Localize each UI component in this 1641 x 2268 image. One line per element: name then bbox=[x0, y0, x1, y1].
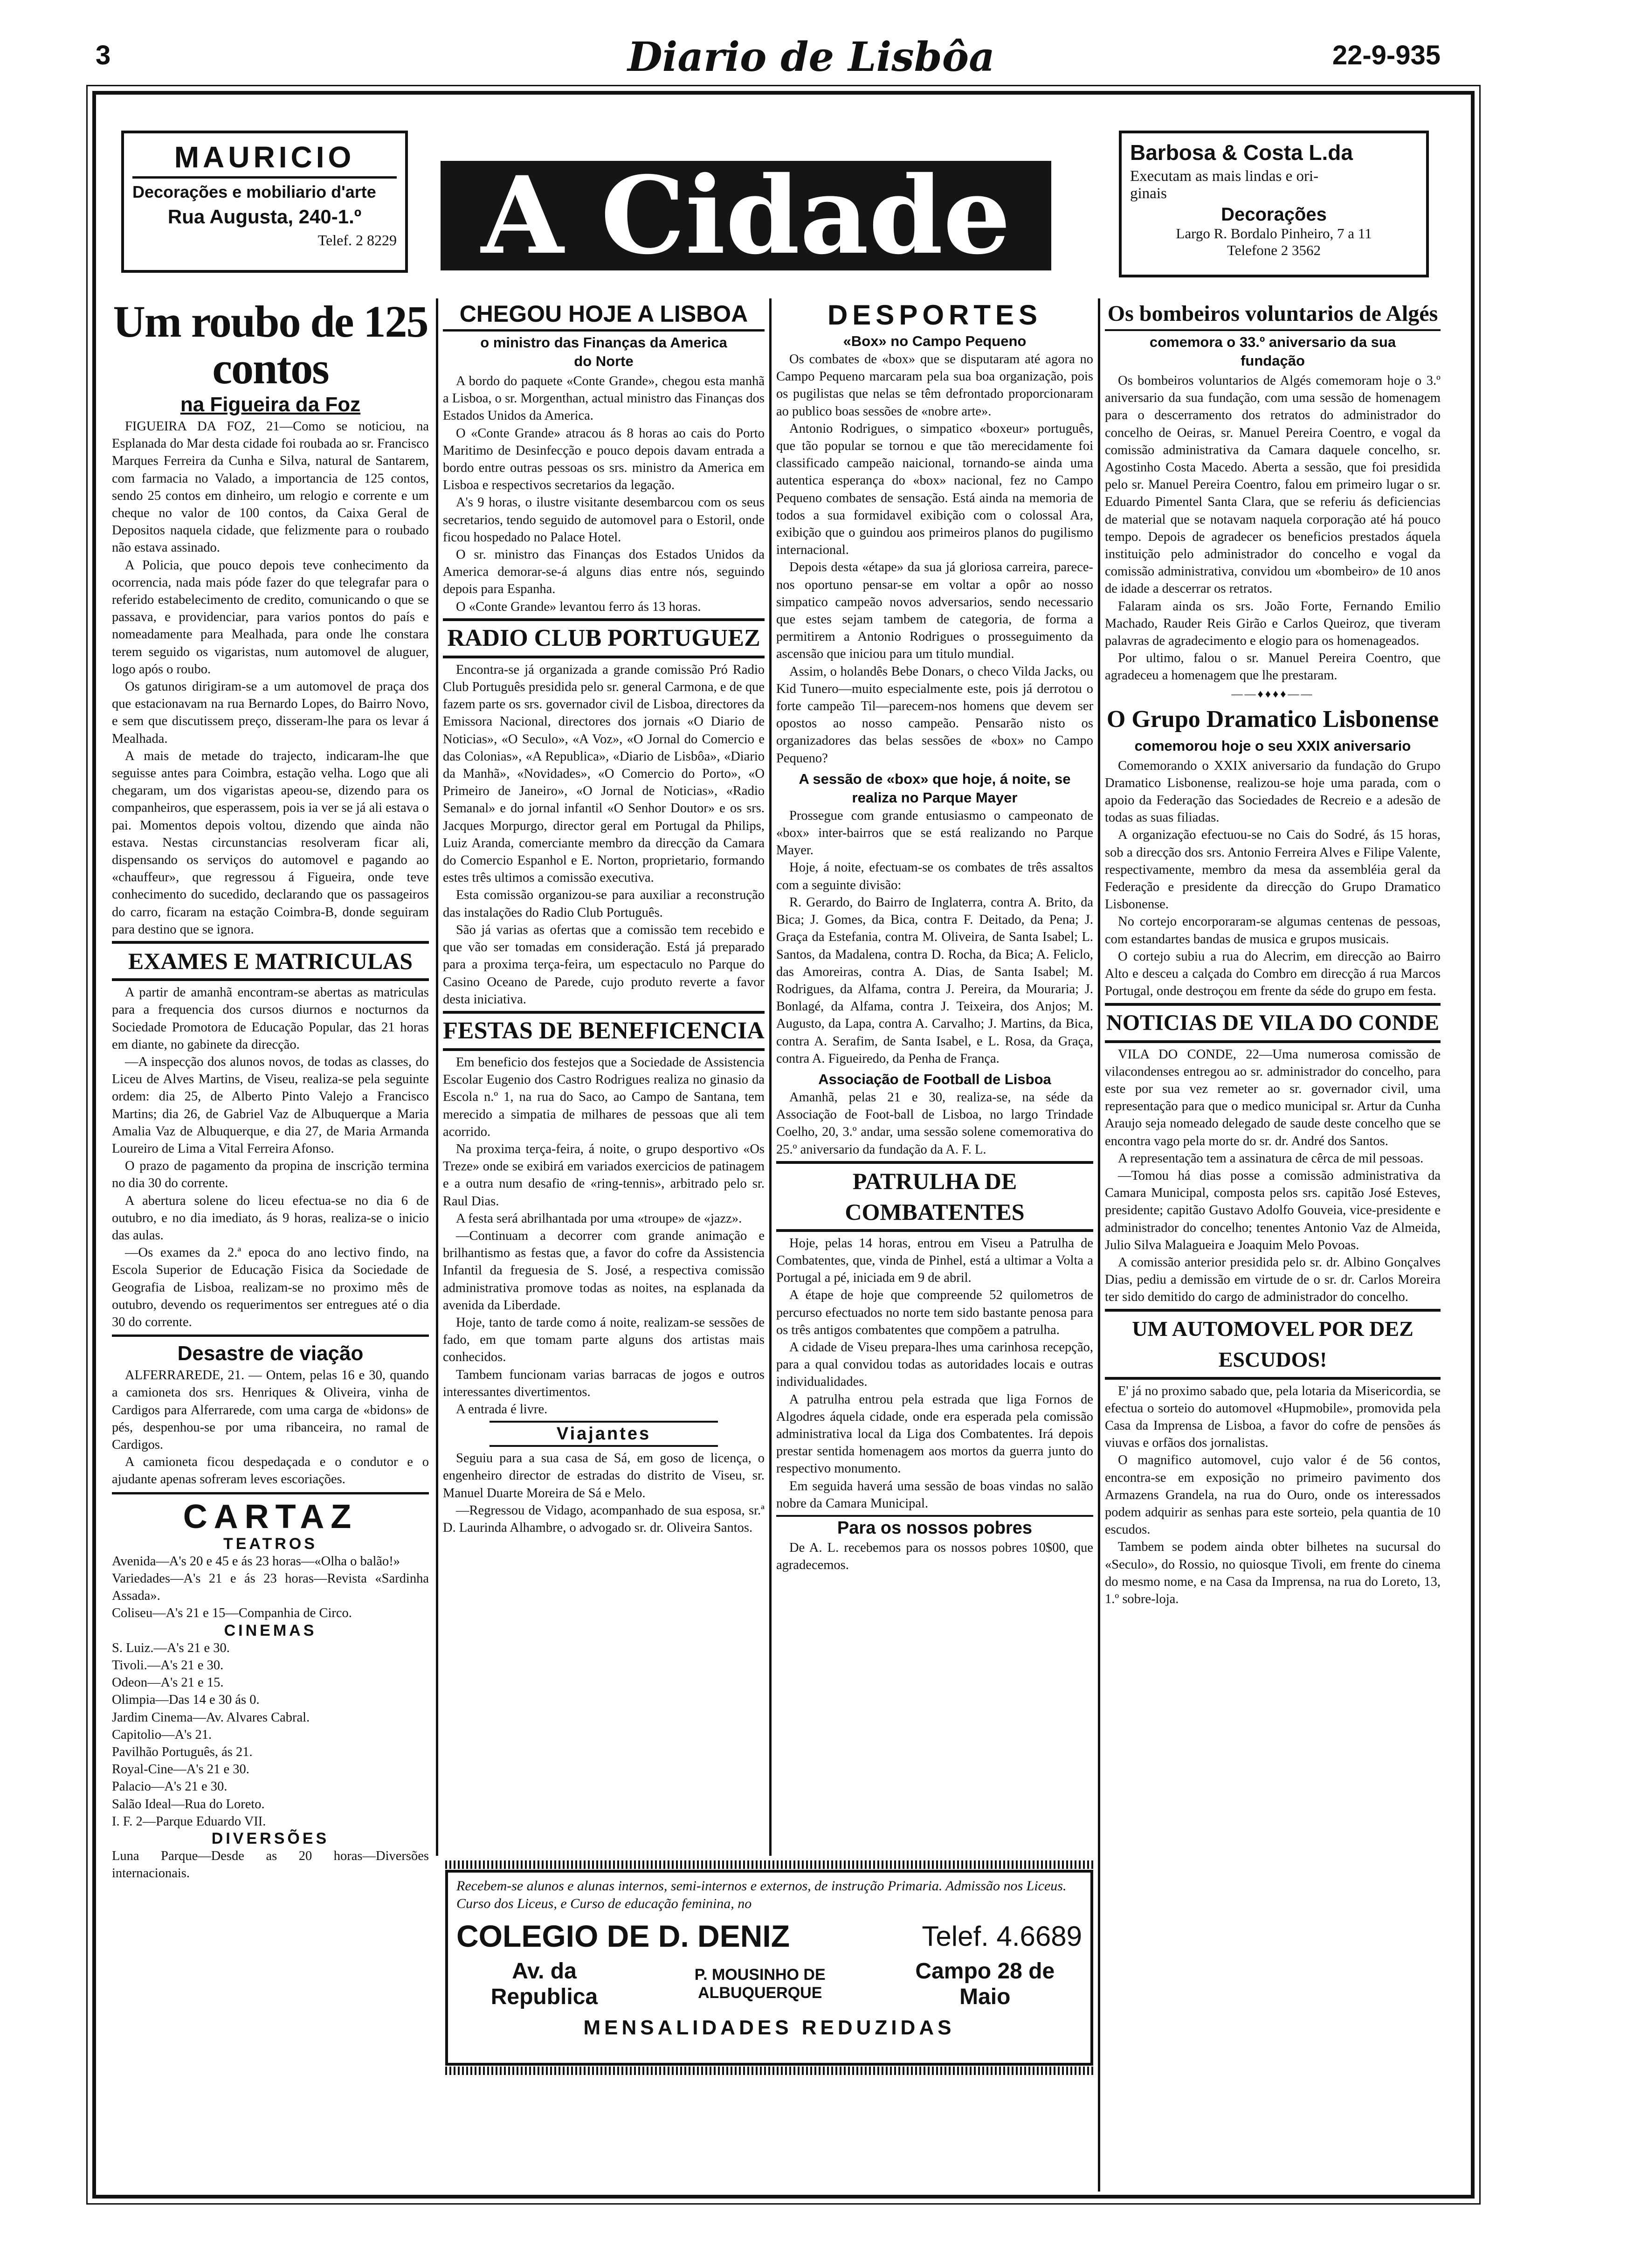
column-rule bbox=[1098, 298, 1100, 2192]
paragraph: Hoje, á noite, efectuam-se os combates de três assaltos com a seguinte divisão: bbox=[776, 860, 1093, 892]
ad-colegio-address-3: Campo 28 de Maio bbox=[915, 1959, 1055, 2009]
paragraph: A organização efectuou-se no Cais do Sodré, ás 15 horas, sob a direcção dos srs. Antonio Ferreira Alves e Filipe Valente, respectivamente, membro da mesa da assembléia geral da Federação e presidente da direcção do Grupo Dramatico Lisbonense. bbox=[1105, 828, 1441, 912]
column-rule bbox=[769, 298, 772, 1856]
ad-barbosa-line2: ginais bbox=[1130, 185, 1167, 202]
paragraph: Tambem se podem ainda obter bilhetes na sucursal do «Seculo», do Rossio, no quiosque Tivoli, em frente do cinema do mesmo nome, e na Casa da Imprensa, na rua do Loreto, 13, 1.º sobre-loja. bbox=[1105, 1540, 1441, 1606]
ad-barbosa-line3: Decorações bbox=[1221, 204, 1327, 225]
paragraph: FIGUEIRA DA FOZ, 21—Como se noticiou, na Esplanada do Mar desta cidade foi roubada ao sr. Francisco Marques Ferreira da Cunha e Silva, natural de Santarem, com farmacia no Valado, a importancia de 125 contos, sendo 25 contos em dinheiro, um relogio e corrente e um cheque no valor de 100 contos, da Caixa Geral de Depositos naquela cidade, que felizmente para o roubado não estava assinado. bbox=[112, 419, 429, 555]
paragraph: O prazo de pagamento da propina de inscrição termina no dia 30 do corrente. bbox=[112, 1159, 429, 1191]
subheadline: Associação de Football de Lisboa bbox=[818, 1071, 1051, 1087]
ad-colegio-phone: Telef. 4.6689 bbox=[922, 1920, 1082, 1952]
paragraph: A entrada é livre. bbox=[456, 1402, 548, 1417]
paragraph: Os bombeiros voluntarios de Algés comemoram hoje o 3.º aniversario da sua fundação, com uma sessão de homenagem para o descerramento dos retratos do administrador do concelho de Oeiras, sr. Manuel Pereira Coentro, e vogal da comissão administrativa da Camara daquele concelho, sr. Agostinho Costa Macedo. Aberta a sessão, que foi presidida pelo sr. Manuel Pereira Coentro, falou em primeiro lugar o sr. Eduardo Pimentel Santa Clara, que se referiu ás deficiencias de material que se notavam naquela corporação até há pouco tempo. Depois de agradecer os beneficios prestados áquela instituição pelo administrador do concelho e vogal da comissão administrativa, convidou um «bombeiro» de 10 anos de idade a descerrar os retratos. bbox=[1105, 373, 1441, 596]
paragraph: Assim, o holandês Bebe Donars, o checo Vilda Jacks, ou Kid Tunero—muito especialmente este, pois já derrotou o forte campeão Til—parecem-nos homens que devem ser opostos ao nosso campeão. Pensarão nisto os organizadores das belas sessões de «box» no Campo Pequeno? bbox=[776, 664, 1093, 766]
paragraph: A partir de amanhã encontram-se abertas as matriculas para a frequencia dos cursos diurnos e nocturnos da Sociedade Promotora de Educação Popular, das 21 horas em diante, no gabinete da direcção. bbox=[112, 985, 429, 1052]
list-item: Jardim Cinema—Av. Alvares Cabral. bbox=[112, 1710, 310, 1725]
list-item: Capitolio—A's 21. bbox=[112, 1727, 212, 1742]
paragraph: ALFERRAREDE, 21. — Ontem, pelas 16 e 30, quando a camioneta dos srs. Henriques & Oliveira, vinha de Cardigos para Alferrarede, com uma carga de «bidons» de pés, despenhou-se por uma ribanceira, no ramal de Cardigos. bbox=[112, 1368, 429, 1452]
paragraph: Antonio Rodrigues, o simpatico «boxeur» português, que tão popular se tornou e que tão merecidamente foi classificado campeão naicional, tornando-se ainda uma autentica esperança do «box» nacional, fez no Campo Pequeno combates de sensação. Está ainda na memoria de todos a sua formidavel exibição com o colossal Ara, exibição que o guindou aos primeiros planos do pugilismo internacional. bbox=[776, 421, 1093, 558]
list-item: Avenida—A's 20 e 45 e ás 23 horas—«Olha o balão!» bbox=[112, 1554, 400, 1569]
paragraph: Esta comissão organizou-se para auxiliar a reconstrução das instalações do Radio Club Português. bbox=[443, 888, 765, 920]
subheadline: o ministro das Finanças da America do Norte bbox=[480, 334, 727, 369]
ad-barbosa-phone: Telefone 2 3562 bbox=[1227, 242, 1321, 258]
paragraph: —A inspecção dos alunos novos, de todas as classes, do Liceu de Alves Martins, de Viseu, realiza-se pela seguinte ordem: dia 25, de Alberto Pinto Valejo a Francisco Martins; dia 26, de Gabriel Vaz de Albuquerque a Maria Amalia Vaz de Albuquerque, e dia 27, de Maria Armanda Loureiro de Lima a Vital Ferreira Afonso. bbox=[112, 1054, 429, 1156]
list-item: Royal-Cine—A's 21 e 30. bbox=[112, 1762, 249, 1777]
ad-colegio-address-2: P. MOUSINHO DE ALBUQUERQUE bbox=[694, 1966, 826, 2002]
headline: PATRULHA DE COMBATENTES bbox=[776, 1161, 1093, 1232]
headline: Os bombeiros voluntarios de Algés bbox=[1105, 298, 1441, 331]
headline: CARTAZ bbox=[183, 1498, 358, 1535]
list-item: Odeon—A's 21 e 15. bbox=[112, 1675, 224, 1690]
divider bbox=[112, 1335, 429, 1337]
paragraph: O magnifico automovel, cujo valor é de 56 contos, encontra-se em exposição no primeiro pavimento dos Armazens Grandela, na rua do Ouro, onde os interessados podem adquirir as senhas para este sorteio, pela quantia de 10 escudos. bbox=[1105, 1453, 1441, 1537]
paragraph: Hoje, tanto de tarde como á noite, realizam-se sessões de fado, em que tomam parte alguns dos artistas mais conhecidos. bbox=[443, 1315, 765, 1365]
paragraph: Amanhã, pelas 21 e 30, realiza-se, na séde da Associação de Foot-ball de Lisboa, no largo Trindade Coelho, 20, 3.º andar, uma sessão solene comemorativa do 25.º aniversario da fundação da A. F. L. bbox=[776, 1090, 1093, 1157]
paragraph: —Os exames da 2.ª epoca do ano lectivo findo, na Escola Superior de Educação Fisica da Sociedade de Geografia de Lisboa, realizam-se no proximo mês de outubro, devendo os requerimentos ser entregues até o dia 30 do corrente. bbox=[112, 1245, 429, 1329]
paragraph: A bordo do paquete «Conte Grande», chegou esta manhã a Lisboa, o sr. Morgenthan, actual ministro das Finanças dos Estados Unidos da America. bbox=[443, 374, 765, 423]
subheadline: na Figueira da Foz bbox=[180, 393, 361, 416]
ad-colegio bbox=[445, 1870, 1093, 2066]
list-item: Tivoli.—A's 21 e 30. bbox=[112, 1658, 224, 1673]
headline: O Grupo Dramatico Lisbonense bbox=[1106, 705, 1439, 733]
paragraph: A representação tem a assinatura de cêrca de mil pessoas. bbox=[1118, 1151, 1424, 1166]
paragraph: Falaram ainda os srs. João Forte, Fernando Emilio Machado, Rauder Reis Girão e Carlos Queiroz, que tiveram palavras de agradecimento e elogio para os homenageados. bbox=[1105, 599, 1441, 649]
headline: RADIO CLUB PORTUGUEZ bbox=[443, 618, 765, 658]
divider bbox=[112, 1492, 429, 1494]
list-item: S. Luiz.—A's 21 e 30. bbox=[112, 1640, 230, 1655]
paragraph: O cortejo subiu a rua do Alecrim, em direcção ao Bairro Alto e desceu a calçada do Combro em direcção á rua Marcos Portugal, onde destroçou em frente da séde do grupo em festa. bbox=[1105, 949, 1441, 999]
ad-barbosa-line1: Executam as mais lindas e ori- bbox=[1130, 168, 1319, 185]
headline: Desastre de viação bbox=[177, 1342, 364, 1365]
ad-barbosa-address: Largo R. Bordalo Pinheiro, 7 a 11 bbox=[1176, 225, 1372, 242]
ad-mauricio bbox=[121, 131, 408, 273]
paragraph: —Continuam a decorrer com grande animação e brilhantismo as festas que, a favor do cofre da Assistencia Infantil da freguesia de S. José, a respectiva comissão administrativa promove todas as noites, na esplanada da avenida da Liberdade. bbox=[443, 1228, 765, 1313]
ad-colegio-name: COLEGIO DE D. DENIZ bbox=[456, 1919, 790, 1953]
paragraph: A festa será abrilhantada por uma «troupe» de «jazz». bbox=[456, 1211, 742, 1226]
paragraph: Na proxima terça-feira, á noite, o grupo desportivo «Os Treze» onde se exibirá em variados exercicios de patinagem e a outra num desafio de «ring-tennis», arbitrado pelo sr. Raul Dias. bbox=[443, 1141, 765, 1209]
list-item: I. F. 2—Parque Eduardo VII. bbox=[112, 1814, 266, 1829]
ornament-divider: ——♦♦♦♦—— bbox=[1231, 688, 1314, 700]
paragraph: De A. L. recebemos para os nossos pobres 10$00, que agradecemos. bbox=[776, 1540, 1093, 1573]
ad-colegio-intro: Recebem-se alunos e alunas internos, semi-internos e externos, de instrução Primaria. Admissão nos Liceus. Curso dos Liceus, e Curso de educação feminina, no bbox=[456, 1878, 1067, 1911]
paragraph: Os combates de «box» que se disputaram até agora no Campo Pequeno marcaram pela sua boa organização, pois os pugilistas que nelas se têm defrontado proporcionaram ao publico boas sessões de «nobre arte». bbox=[776, 352, 1093, 419]
paragraph: A comissão anterior presidida pelo sr. dr. Albino Gonçalves Dias, pediu a demissão em virtude de o sr. dr. Carlos Moreira ter sido demitido do cargo de administrador do concelho. bbox=[1105, 1255, 1441, 1305]
column-rule bbox=[436, 298, 438, 1856]
paragraph: Encontra-se já organizada a grande comissão Pró Radio Club Português presidida pelo sr. general Carmona, e de que fazem parte os srs. governador civil de Lisboa, directores da Emissora Nacional, directores dos jornais «O Diario de Noticias», «O Seculo», «A Voz», «O Jornal do Comercio e das Colonias», «A Republica», «Diario de Lisbôa», «Diario da Manhã», «Novidades», «O Comercio do Porto», «O Primeiro de Janeiro», «O Jornal de Noticias», «Radio Semanal» e do jornal infantil «O Senhor Doutor» e os srs. Jacques Morpurgo, director geral em Portugal da Philips, Luiz Aranda, comerciante membro da direcção da Camara do Comercio Espanhol e E. Norton, proprietario, formando estes três ultimos a comissão executiva. bbox=[443, 662, 765, 885]
ad-mauricio-name: MAURICIO bbox=[132, 140, 397, 179]
headline: FESTAS DE BENEFICENCIA bbox=[443, 1011, 765, 1051]
paragraph: O «Conte Grande» atracou ás 8 horas ao cais do Porto Maritimo de Desinfecção e pouco depois davam entrada a bordo entre outras pessoas os srs. ministro da America em Lisboa e respectivos secretarios da legação. bbox=[443, 426, 765, 493]
headline: NOTICIAS DE VILA DO CONDE bbox=[1105, 1003, 1441, 1043]
column-1 bbox=[112, 298, 429, 2117]
paragraph: Prossegue com grande entusiasmo o campeonato de «box» inter-bairros que se está realizando no Parque Mayer. bbox=[776, 808, 1093, 858]
paragraph: Depois desta «étape» da sua já gloriosa carreira, parece-nos oportuno pensar-se em voltar a opôr ao nosso simpatico campeão novos adversarios, sendo necessario que estes sejam tambem de categoria, de forma a permitirem a Antonio Rodrigues o prosseguimento da ascensão que iniciou para um titulo mundial. bbox=[776, 560, 1093, 662]
paragraph: São já varias as ofertas que a comissão tem recebido e que vão ser tomadas em consideração. Está já preparado para a proxima terça-feira, um espectaculo no Parque do Casino Oceano de Parede, cujo produto reverte a favor desta iniciativa. bbox=[443, 922, 765, 1007]
headline: Viajantes bbox=[490, 1421, 718, 1447]
subheadline: «Box» no Campo Pequeno bbox=[843, 333, 1027, 349]
ad-colegio-address-1: Av. da Republica bbox=[490, 1959, 598, 2009]
ad-border-pattern bbox=[445, 2067, 1093, 2075]
paragraph: A camioneta ficou despedaçada e o condutor e o ajudante apenas sofreram leves escoriações. bbox=[112, 1455, 429, 1487]
headline: Um roubo de 125 contos bbox=[113, 298, 428, 393]
paragraph: A mais de metade do trajecto, indicaram-lhe que seguisse antes para Coimbra, estação velha. Logo que ali chegaram, um dos vigaristas apeou-se, dizendo para os companheiros, que esperassem, pois ia ver se já ali estava o pai. Momentos depois voltou, dizendo que ainda não estava. Nestas circunstancias resolveram ficar ali, dispensando os serviços do automovel e pagando ao «chauffeur», que regressou á Figueira, onde teve conhecimento do sucedido, declarando que os passageiros do carro, ficaram na estação Coimbra-B, donde seguiram para destino que se ignora. bbox=[112, 748, 429, 937]
paragraph: O sr. ministro das Finanças dos Estados Unidos da America demorar-se-á alguns dias entre nós, seguindo depois para Espanha. bbox=[443, 547, 765, 597]
ad-border-pattern bbox=[445, 1860, 1093, 1869]
list-item: Luna Parque—Desde as 20 horas—Diversões internacionais. bbox=[112, 1849, 429, 1881]
paragraph: A Policia, que pouco depois teve conhecimento da ocorrencia, nada mais póde fazer do que telegrafar para o referido estabelecimento de credito, comunicando o que se passava, e providenciar, para varios pontos do país e nomeadamente para Mealhada, para onde lhe constara terem seguido os vigaristas, num automovel de aluguer, logo após o roubo. bbox=[112, 558, 429, 677]
paragraph: R. Gerardo, do Bairro de Inglaterra, contra A. Brito, da Bica; J. Gomes, da Bica, contra F. Deitado, da Pena; J. Graça da Estefania, contra M. Oliveira, de Santa Isabel; L. Santos, da Madalena, contra D. Rocha, da Bica; A. Feliclo, das Amoreiras, contra A. Dias, de Santa Isabel; M. Rodrigues, da Alfama, contra J. Pereira, da Mouraria; J. Bonlagé, da Alfama, contra J. Teixeira, dos Anjos; M. Augusto, da Lapa, contra A. Carvalho; J. Martins, da Bica, contra A. Serafim, de Santa Isabel, e L. Rosa, da Graça, contra A. Figueiredo, da Penha de França. bbox=[776, 895, 1093, 1066]
paragraph: Por ultimo, falou o sr. Manuel Pereira Coentro, que agradeceu a homenagem que lhe prestaram. bbox=[1105, 651, 1441, 683]
subheadline: CINEMAS bbox=[224, 1621, 317, 1639]
headline: Para os nossos pobres bbox=[776, 1515, 1093, 1539]
paragraph: Em seguida haverá uma sessão de boas vindas no salão nobre da Camara Municipal. bbox=[776, 1479, 1093, 1511]
paragraph: Seguiu para a sua casa de Sá, em goso de licença, o engenheiro director de estradas do distrito de Viseu, sr. Manuel Duarte Moreira de Sá e Melo. bbox=[443, 1451, 765, 1500]
list-item: Palacio—A's 21 e 30. bbox=[112, 1779, 228, 1794]
paragraph: VILA DO CONDE, 22—Uma numerosa comissão de vilacondenses entregou ao sr. administrador do concelho, para este por sua vez remeter ao sr. governador civil, uma representação para que o medico municipal sr. Artur da Cunha Araujo seja nomeado delegado de saude deste concelho que se encontra vago pela morte do sr. dr. André dos Santos. bbox=[1105, 1047, 1441, 1148]
ad-mauricio-phone: Telef. 2 8229 bbox=[317, 232, 397, 249]
paragraph: A cidade de Viseu prepara-lhes uma carinhosa recepção, para a qual convidou todas as autoridades locais e outras individualidades. bbox=[776, 1340, 1093, 1390]
ad-barbosa-name: Barbosa & Costa L.da bbox=[1130, 140, 1353, 165]
list-item: Salão Ideal—Rua do Loreto. bbox=[112, 1797, 265, 1812]
paragraph: E' já no proximo sabado que, pela lotaria da Misericordia, se efectua o sorteio do automovel «Hupmobile», promovida pela Casa da Imprensa de Lisboa, a favor do cofre de pensões ás viuvas e orfãos dos jornalistas. bbox=[1105, 1383, 1441, 1451]
section-title: A Cidade bbox=[441, 161, 1051, 270]
list-item: Coliseu—A's 21 e 15—Companhia de Circo. bbox=[112, 1606, 352, 1621]
subheadline: DIVERSÕES bbox=[211, 1830, 330, 1848]
paragraph: Os gatunos dirigiram-se a um automovel de praça dos que estacionavam na rua Bernardo Lopes, do Bairro Novo, e sem que discutissem preço, disseram-lhe para os levar á Mealhada. bbox=[112, 679, 429, 746]
list-item: Olimpia—Das 14 e 30 ás 0. bbox=[112, 1693, 260, 1708]
headline: DESPORTES bbox=[827, 299, 1042, 331]
paragraph: Tambem funcionam varias barracas de jogos e outros interessantes divertimentos. bbox=[443, 1367, 765, 1399]
column-2 bbox=[443, 298, 765, 1856]
headline: CHEGOU HOJE A LISBOA bbox=[443, 298, 765, 332]
headline: UM AUTOMOVEL POR DEZ ESCUDOS! bbox=[1105, 1309, 1441, 1380]
paragraph: A étape de hoje que compreende 52 quilometros de percurso efectuados no norte tem sido bastante penosa para os três antigos combatentes que compõem a patrulha. bbox=[776, 1288, 1093, 1337]
subheadline: A sessão de «box» que hoje, á noite, se realiza no Parque Mayer bbox=[799, 770, 1071, 806]
ad-mauricio-address: Rua Augusta, 240-1.º bbox=[167, 206, 362, 228]
paragraph: A patrulha entrou pela estrada que liga Fornos de Algodres áquela cidade, onde era esperada pela comissão administrativa local da Liga dos Combatentes. Irá depois prestar sentida homenagem aos mortos da guerra junto do respectivo monumento. bbox=[776, 1392, 1093, 1476]
ad-barbosa bbox=[1119, 131, 1429, 277]
column-3 bbox=[776, 298, 1093, 1856]
headline: EXAMES E MATRICULAS bbox=[112, 941, 429, 981]
ad-colegio-fees: MENSALIDADES REDUZIDAS bbox=[583, 2016, 955, 2039]
column-4 bbox=[1105, 298, 1441, 2201]
paragraph: —Tomou há dias posse a comissão administrativa da Camara Municipal, composta pelos srs. capitão José Esteves, presidente; capitão Gustavo Adolfo Gouveia, vice-presidente e administrador do concelho; tenentes Antonio Vaz de Almeida, Julio Silva Malagueira e Joaquim Melo Povoas. bbox=[1105, 1168, 1441, 1252]
issue-date: 22-9-935 bbox=[1332, 40, 1441, 70]
list-item: Variedades—A's 21 e ás 23 horas—Revista «Sardinha Assada». bbox=[112, 1571, 429, 1604]
paragraph: O «Conte Grande» levantou ferro ás 13 horas. bbox=[456, 599, 701, 614]
paragraph: A abertura solene do liceu efectua-se no dia 6 de outubro, e no dia imediato, ás 9 horas, realiza-se o inicio das aulas. bbox=[112, 1193, 429, 1243]
page-number: 3 bbox=[96, 40, 111, 70]
paragraph: Comemorando o XXIX aniversario da fundação do Grupo Dramatico Lisbonense, realizou-se hoje uma parada, com o apoio da Federação das Sociedades de Recreio e a adesão de todas as suas filiadas. bbox=[1105, 758, 1441, 825]
subheadline: comemorou hoje o seu XXIX aniversario bbox=[1134, 737, 1411, 754]
masthead: Diario de Lisbôa bbox=[627, 34, 995, 81]
paragraph: Em beneficio dos festejos que a Sociedade de Assistencia Escolar Eugenio dos Castro Rodrigues realiza no ginasio da Escola n.º 1, na rua do Saco, ao Campo de Santana, tem merecido a simpatia de milhares de pessoas que ali tem acorrido. bbox=[443, 1055, 765, 1139]
ad-mauricio-line1: Decorações e mobiliario d'arte bbox=[132, 182, 376, 201]
list-item: Pavilhão Português, ás 21. bbox=[112, 1745, 253, 1760]
subheadline: TEATROS bbox=[223, 1535, 317, 1553]
paragraph: A's 9 horas, o ilustre visitante desembarcou com os seus secretarios, tendo seguido de automovel para o Estoril, onde ficou hospedado no Palace Hotel. bbox=[443, 495, 765, 545]
paragraph: Hoje, pelas 14 horas, entrou em Viseu a Patrulha de Combatentes, que, vinda de Pinhel, está a ultimar a Volta a Portugal a pé, iniciada em 9 de abril. bbox=[776, 1236, 1093, 1286]
paragraph: No cortejo encorporaram-se algumas centenas de pessoas, com estandartes bandas de musica e grupos musicais. bbox=[1105, 914, 1441, 947]
subheadline: comemora o 33.º aniversario da sua fundação bbox=[1149, 334, 1396, 369]
paragraph: —Regressou de Vidago, acompanhado de sua esposa, sr.ª D. Laurinda Alhambre, o advogado sr. dr. Oliveira Santos. bbox=[443, 1503, 765, 1535]
